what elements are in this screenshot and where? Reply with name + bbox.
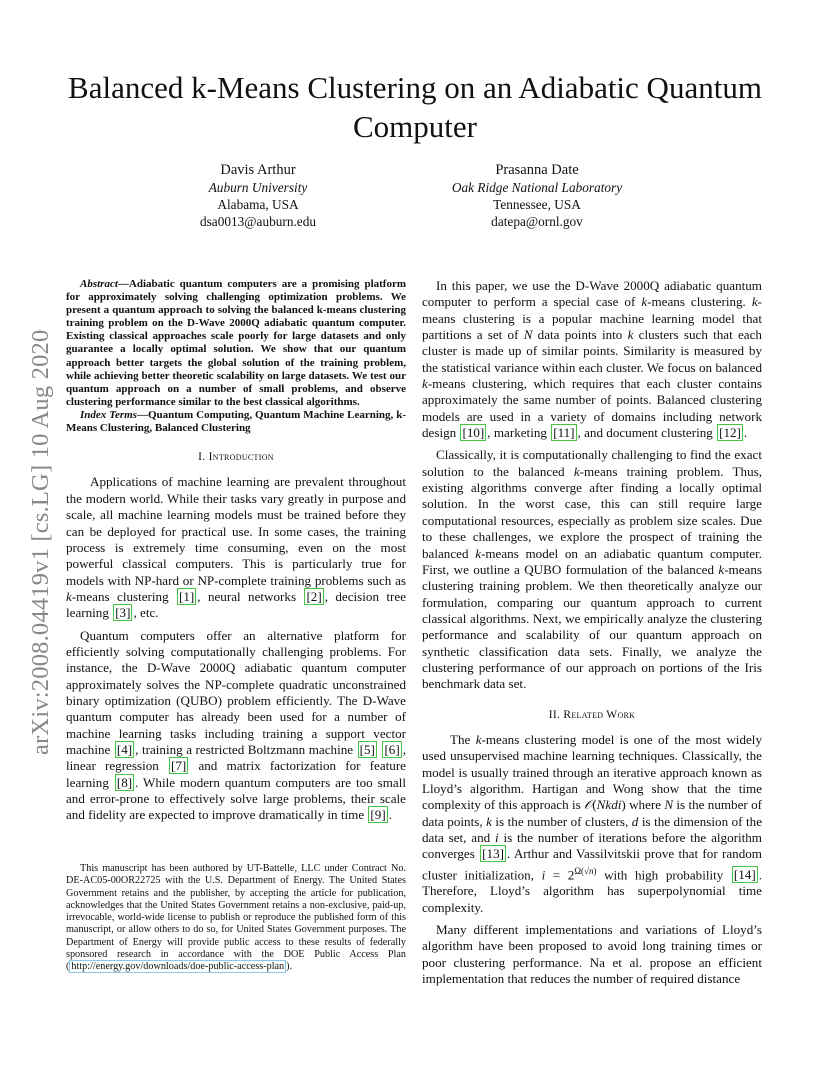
- paragraph: Quantum computers offer an alternative platform for efficiently solving computationally challenging problems. For instance, the D-Wave 2000Q adiabatic quantum computer approximately solves the NP-complete quadratic unconstrained binary optimization (QUBO) problem efficiently. The D-Wave quantum computer has already been used for a number of machine learning tasks including training a support vector machine [4] , training a restricted Boltzmann machine [5] [6] , linear regression [7] and matrix factorization for feature learning [8] . While modern quantum computers are too small and error-prone to effectively solve large problems, their scale and fidelity are expected to improve dramatically in time [9] .: [66, 627, 406, 823]
- section-heading: I. Introduction: [198, 451, 274, 464]
- citation-link[interactable]: [4]: [116, 741, 133, 757]
- paragraph: In this paper, we use the D-Wave 2000Q adiabatic quantum computer to perform a special case of k-means clustering. k-means clustering is a popular machine learning model that partitions a set of N data points into k clusters such that each cluster is made up of similar points. Similarity is measured by the statistical variance within each cluster. We focus on balanced k-means clustering, which requires that each cluster contains approximately the same number of points. Balanced clustering models are used in a variety of domains including network design [10] , marketing [11] , and document clustering [12] .: [422, 278, 763, 441]
- footnote-url[interactable]: http://energy.gov/downloads/doe-public-access-plan: [71, 961, 285, 972]
- author-email: datepa@ornl.gov: [491, 214, 583, 229]
- author-block: [108, 162, 408, 230]
- author-location: Tennessee, USA: [493, 197, 581, 212]
- paragraph: Many different implementations and variations of Lloyd’s algorithm have been proposed to avoid long training times or poor clustering performance. Na et al. propose an efficient implementation that reduces the number of required distance: [422, 922, 762, 987]
- abstract: Abstract—Adiabatic quantum computers are a promising platform for approximately solving challenging optimization problems. We present a quantum approach to solving the balanced k-means clustering training problem on the D-Wave 2000Q adiabatic quantum computer. Existing classical approaches scale poorly for large datasets and only guarantee a locally optimal solution. We show that our quantum approach better targets the global solution of the training problem, while achieving better theoretic scalability on large datasets. We test our quantum approach on a number of small problems, and observe clustering performance similar to the best classical algorithms.: [66, 278, 406, 408]
- section-title: Introduction: [208, 451, 274, 464]
- citation-link[interactable]: [6]: [384, 741, 400, 757]
- paragraph: Classically, it is computationally challenging to find the exact solution to the balanced k-means training problem. Thus, existing algorithms converge after finding a locally optimal solution. In the worst case, this can still require large computational resources, especially as problem size scales. Due to these challenges, we explore the prospect of training the balanced k-means model on an adiabatic quantum computer. First, we outline a QUBO formulation of the balanced k-means clustering training problem. We then theoretically analyze our formulation, comparing our quantum approach to current classical algorithms. Next, we empirically analyze the clustering performance and scalability of our quantum approach on synthetic classification data sets. Finally, we analyze the clustering performance of our approach on portions of the Iris benchmark data set.: [422, 447, 762, 692]
- left-column: [66, 278, 406, 824]
- author-location: Alabama, USA: [217, 197, 299, 212]
- citation-link[interactable]: [10]: [462, 425, 485, 441]
- citation-link[interactable]: [7]: [170, 758, 187, 774]
- paper-title: Balanced k-Means Clustering on an Adiabatic Quantum Computer: [68, 70, 762, 144]
- index-terms-label: Index Terms: [80, 408, 137, 421]
- citation-link[interactable]: [1]: [179, 588, 195, 604]
- author-block: [387, 162, 687, 230]
- author-affiliation: Auburn University: [208, 180, 308, 195]
- citation-link[interactable]: [5]: [359, 741, 375, 757]
- paragraph: Applications of machine learning are prevalent throughout the modern world. While their tasks vary greatly in purpose and scale, all machine learning models must be trained before they can be deployed for practical use. In some cases, the training process is extremely time consuming, even on the most powerful classical computers. This is particularly true for models with NP-hard or NP-complete training problems such as k-means clustering [1] , neural networks [2] , decision tree learning [3] , etc.: [66, 474, 407, 621]
- arxiv-stamp: arXiv:2008.04419v1 [cs.LG] 10 Aug 2020: [27, 329, 54, 755]
- citation-link[interactable]: [11]: [553, 425, 575, 441]
- citation-link[interactable]: [14]: [733, 867, 756, 883]
- section-title: Related Work: [563, 708, 636, 721]
- citation-link[interactable]: [9]: [370, 807, 386, 823]
- citation-link[interactable]: [8]: [116, 774, 133, 790]
- abstract-label: Abstract: [80, 278, 118, 290]
- right-column: [422, 278, 762, 987]
- citation-link[interactable]: [3]: [115, 605, 131, 621]
- author-name: Davis Arthur: [220, 162, 296, 178]
- index-terms: Index Terms—Quantum Computing, Quantum Machine Learning, k-Means Clustering, Balanced Clustering: [66, 408, 406, 435]
- index-terms-text: Quantum Computing, Quantum Machine Learning, k-Means Clustering, Balanced Clustering: [66, 408, 406, 435]
- author-email: dsa0013@auburn.edu: [199, 214, 316, 229]
- author-affiliation: Oak Ridge National Laboratory: [451, 180, 623, 195]
- footnote-text: This manuscript has been authored by UT-Battelle, LLC under Contract No. DE-AC05-00OR22725 with the U.S. Department of Energy. The United States Government retains and the publisher, by accepting the article for publication, acknowledges that the United States Government retains a non-exclusive, paid-up, irrevocable, world-wide license to publish or reproduce the published form of this manuscript, or allow others to do so, for United States Government purposes. The Department of Energy will provide public access to these results of federally sponsored research in accordance with the DOE Public Access Plan: [66, 863, 406, 960]
- paragraph: The k-means clustering model is one of the most widely used unsupervised machine learning techniques. Classically, the model is usually trained through an iterative approach known as Lloyd’s algorithm. Hartigan and Wong show that the time complexity of this approach is 𝒪(Nkdi) where N is the number of data points, k is the number of clusters, d is the dimension of the data set, and i is the number of iterations before the algorithm converges [13] . Arthur and Vassilvitskii prove that for random cluster initialization, $i = 2^{\Omega(√n)}$ with high probability [14] . Therefore, Lloyd’s algorithm has superpolynomial time complexity.: [422, 731, 763, 915]
- copyright-footnote: This manuscript has been authored by UT-Battelle, LLC under Contract No. DE-AC05-00OR22725 with the U.S. Department of Energy. The United States Government retains and the publisher, by accepting the article for publication, acknowledges that the United States Government retains a non-exclusive, paid-up, irrevocable, world-wide license to publish or reproduce the published form of this manuscript, or allow others to do so, for United States Government purposes. The Department of Energy will provide public access to these results of federally sponsored research in accordance with the DOE Public Access Plan ( http://energy.gov/downloads/doe-public-access-plan ).: [66, 863, 406, 972]
- author-name: Prasanna Date: [495, 162, 579, 178]
- abstract-text: Adiabatic quantum computers are a promising platform for approximately solving challenging optimization problems. We present a quantum approach to solving the balanced k-means clustering training problem on the D-Wave 2000Q adiabatic quantum computer. Existing classical approaches scale poorly for large datasets and only guarantee a locally optimal solution. We show that our quantum approach better targets the global solution of the training problem, while achieving better theoretic scalability on large datasets. We test our quantum approach on a number of small problems, and observe clustering performance similar to the best classical algorithms.: [66, 278, 406, 408]
- citation-link[interactable]: [13]: [482, 846, 504, 862]
- citation-link[interactable]: [2]: [306, 588, 322, 604]
- citation-link[interactable]: [12]: [719, 425, 741, 441]
- section-heading: II. Related Work: [548, 708, 636, 721]
